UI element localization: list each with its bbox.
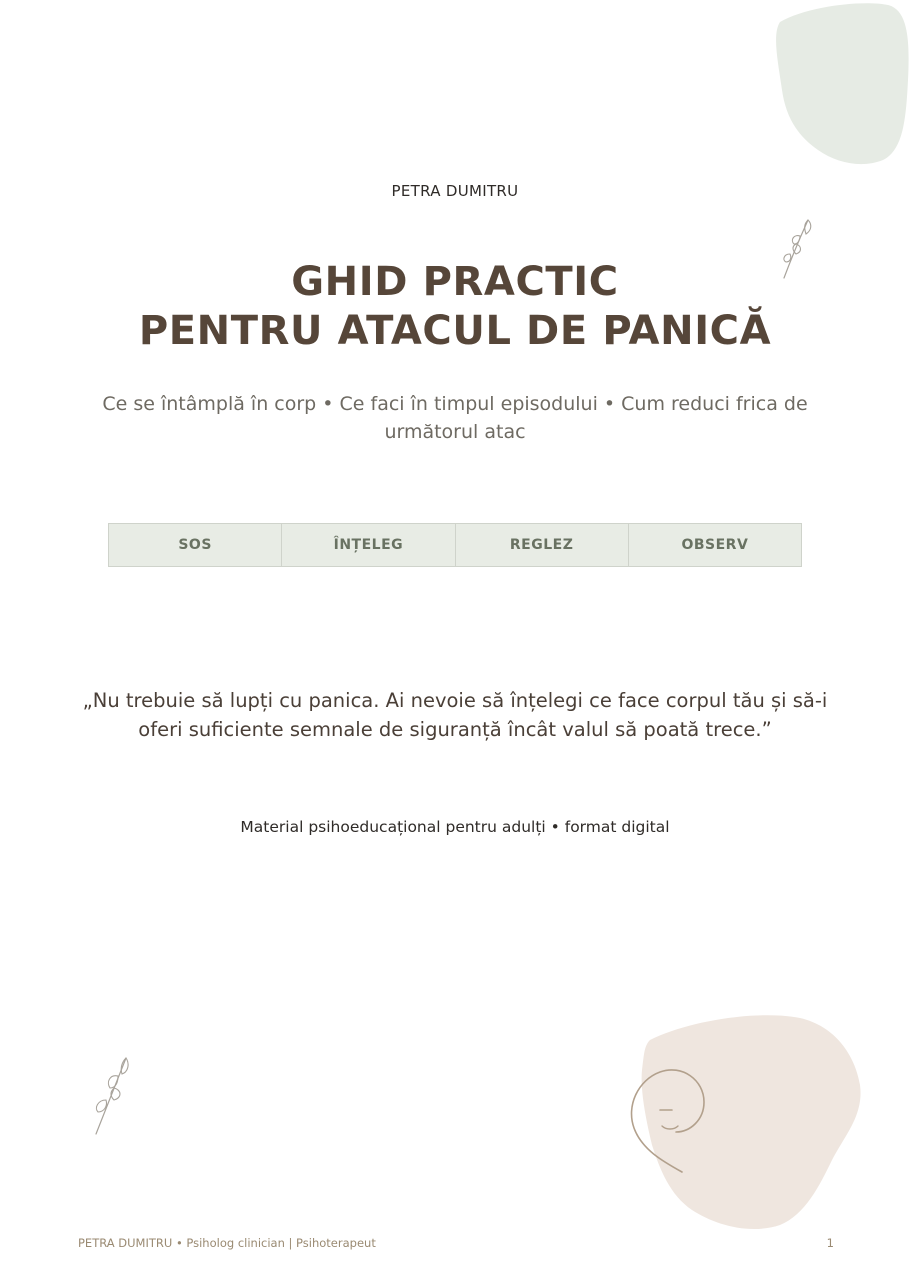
tab-observ[interactable]: OBSERV [681, 537, 749, 553]
document-title [0, 258, 910, 356]
tab-reglez[interactable]: REGLEZ [456, 524, 629, 566]
author-name: PETRA DUMITRU [391, 182, 519, 200]
decorative-blob-green [768, 0, 910, 170]
title-line-2: PENTRU ATACUL DE PANICĂ [138, 308, 772, 354]
page-number: 1 [826, 1236, 834, 1250]
footer-author-credentials: PETRA DUMITRU • Psiholog clinician | Psihoterapeut [78, 1236, 376, 1250]
subtitle: Ce se întâmplă în corp • Ce faci în timpul episodului • Cum reduci frica de următorul atac [102, 393, 808, 443]
title-line-1: GHID PRACTIC [291, 259, 619, 305]
leaf-sprig-icon [86, 1052, 136, 1138]
section-tabs [108, 523, 802, 567]
tab-sos[interactable]: SOS [109, 524, 282, 566]
tab-inteleg[interactable]: ÎNȚELEG [282, 524, 455, 566]
quote: „Nu trebuie să lupți cu panica. Ai nevoie să înțelegi ce face corpul tău și să-i oferi suficiente semnale de siguranță încât valul să poată trece.” [82, 689, 828, 741]
material-note: Material psihoeducațional pentru adulți • format digital [240, 818, 670, 836]
face-line-art-icon [624, 1066, 710, 1176]
